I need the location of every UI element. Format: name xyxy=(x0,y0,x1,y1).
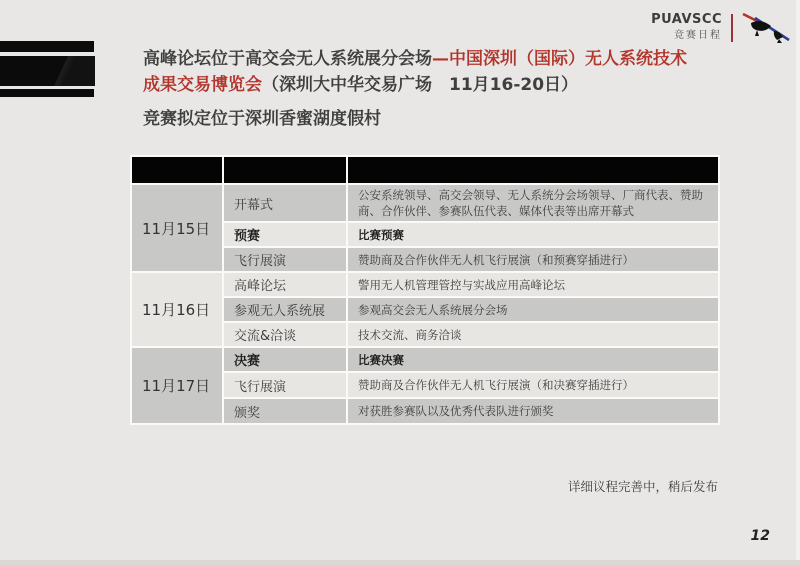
desc-cell: 赞助商及合作伙伴无人机飞行展演（和预赛穿插进行） xyxy=(347,247,719,272)
drone-logo-icon xyxy=(740,9,792,46)
event-cell: 飞行展演 xyxy=(223,372,347,398)
page-number: 12 xyxy=(750,528,770,544)
title-line-2 xyxy=(143,72,713,98)
header-cell-desc xyxy=(347,156,719,184)
footer-note: 详细议程完善中，稍后发布 xyxy=(567,479,718,494)
title-line1-red: —中国深圳（国际）无人系统技术 xyxy=(432,49,687,69)
brand-subtitle: 竞赛日程 xyxy=(674,30,722,42)
date-cell: 11月15日 xyxy=(131,184,223,272)
deco-bar-top xyxy=(0,41,94,52)
header-cell-date xyxy=(131,156,223,184)
slide-title xyxy=(143,46,713,132)
desc-cell: 对获胜参赛队以及优秀代表队进行颁奖 xyxy=(347,398,719,424)
desc-cell: 技术交流、商务洽谈 xyxy=(347,322,719,347)
event-cell: 交流&洽谈 xyxy=(223,322,347,347)
schedule-table xyxy=(130,155,720,425)
header-cell-event xyxy=(223,156,347,184)
title-line2-black: （深圳大中华交易广场 11月16-20日） xyxy=(262,75,579,95)
brand-name: PUAVSCC xyxy=(651,12,722,28)
event-cell: 飞行展演 xyxy=(223,247,347,272)
brand-divider xyxy=(731,14,733,42)
title-line-3: 竞赛拟定位于深圳香蜜湖度假村 xyxy=(143,109,381,129)
brand-text xyxy=(651,13,722,41)
date-cell: 11月16日 xyxy=(131,272,223,347)
slide-edge-bottom xyxy=(0,560,800,565)
event-cell: 预赛 xyxy=(223,222,347,247)
desc-cell: 警用无人机管理管控与实战应用高峰论坛 xyxy=(347,272,719,297)
date-cell: 11月17日 xyxy=(131,347,223,424)
title-line2-red: 成果交易博览会 xyxy=(143,75,262,95)
table-row xyxy=(131,272,719,297)
table-header-row xyxy=(131,156,719,184)
table-row xyxy=(131,347,719,372)
deco-bar-bottom xyxy=(0,89,94,97)
event-cell: 参观无人系统展 xyxy=(223,297,347,322)
table-row xyxy=(131,184,719,222)
desc-cell: 赞助商及合作伙伴无人机飞行展演（和决赛穿插进行） xyxy=(347,372,719,398)
event-cell: 开幕式 xyxy=(223,184,347,222)
desc-cell: 比赛预赛 xyxy=(347,222,719,247)
desc-cell: 比赛决赛 xyxy=(347,347,719,372)
desc-cell: 参观高交会无人系统展分会场 xyxy=(347,297,719,322)
brand-block xyxy=(651,9,792,46)
deco-bar-middle xyxy=(0,56,95,86)
title-line-1 xyxy=(143,46,713,72)
event-cell: 高峰论坛 xyxy=(223,272,347,297)
slide-edge-right xyxy=(796,0,800,565)
event-cell: 颁奖 xyxy=(223,398,347,424)
desc-cell: 公安系统领导、高交会领导、无人系统分会场领导、厂商代表、赞助商、合作伙伴、参赛队伍代表、媒体代表等出席开幕式 xyxy=(347,184,719,222)
title-line1-black: 高峰论坛位于高交会无人系统展分会场 xyxy=(143,49,432,69)
event-cell: 决赛 xyxy=(223,347,347,372)
